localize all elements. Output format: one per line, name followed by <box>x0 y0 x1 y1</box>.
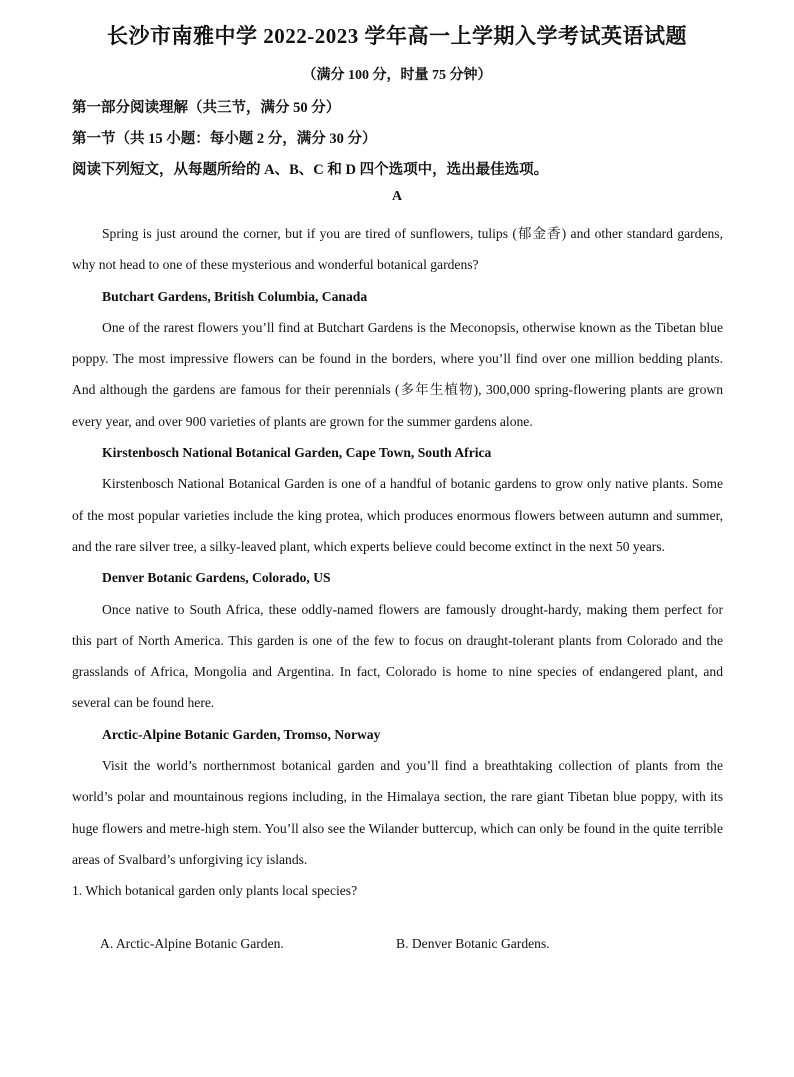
garden-paragraph: Kirstenbosch National Botanical Garden is one of a handful of botanic gardens to grow only native plants. Some of the most popular varieties include the king protea, which produces enormous flowers between autumn and summer, and the rare silver tree, a silky-leaved plant, which experts believe could become extinct in the next 50 years. <box>72 476 723 554</box>
exam-title: 长沙市南雅中学 2022-2023 学年高一上学期入学考试英语试题 <box>107 24 687 48</box>
section-heading: 第一节（共 15 小题：每小题 2 分，满分 30 分） <box>72 131 377 147</box>
garden-paragraph: One of the rarest flowers you’ll find at Butchart Gardens is the Meconopsis, otherwise known as the Tibetan blue poppy. The most impressive flowers can be found in the borders, where you’ll find over one million bedding plants. And although the gardens are famous for their perennials (多年生植物), 300,000 spring-flowering plants are grown every year, and over 900 varieties of plants are grown for the summer gardens alone. <box>72 319 723 429</box>
answer-options <box>100 936 720 960</box>
garden-paragraph: Once native to South Africa, these oddly-named flowers are famously drought-hardy, making them perfect for this part of North America. This garden is one of the few to focus on draught-tolerant plants from Colorado and the grasslands of Africa, Mongolia and Argentina. In fact, Colorado is home to nine species of endangered plant, and several can be found here. <box>72 601 723 711</box>
garden-heading: Denver Botanic Gardens, Colorado, US <box>102 570 331 586</box>
question-stem: 1. Which botanical garden only plants local species? <box>72 883 358 899</box>
garden-heading: Kirstenbosch National Botanical Garden, Cape Town, South Africa <box>102 445 492 461</box>
passage-body <box>72 218 723 907</box>
option-a[interactable]: A. Arctic-Alpine Botanic Garden. <box>100 936 284 951</box>
garden-heading: Arctic-Alpine Botanic Garden, Tromso, Norway <box>102 726 381 742</box>
exam-subtitle: （满分 100 分，时量 75 分钟） <box>302 68 492 83</box>
passage-intro: Spring is just around the corner, but if you are tired of sunflowers, tulips (郁金香) and other standard gardens, why not head to one of these mysterious and wonderful botanical gardens? <box>72 226 723 273</box>
directions: 阅读下列短文，从每题所给的 A、B、C 和 D 四个选项中，选出最佳选项。 <box>72 162 549 178</box>
option-b[interactable]: B. Denver Botanic Gardens. <box>396 936 550 951</box>
garden-heading: Butchart Gardens, British Columbia, Canada <box>102 288 368 304</box>
part-heading: 第一部分阅读理解（共三节，满分 50 分） <box>72 100 341 116</box>
garden-paragraph: Visit the world’s northernmost botanical garden and you’ll find a breathtaking collection of plants from the world’s polar and mountainous regions including, in the Himalaya section, the rare giant Tibetan blue poppy, with its huge flowers and metre-high stem. You’ll also see the Wilander buttercup, which can only be found in the quite terrible areas of Svalbard’s unforgiving icy islands. <box>72 758 723 867</box>
passage-label: A <box>391 189 403 204</box>
